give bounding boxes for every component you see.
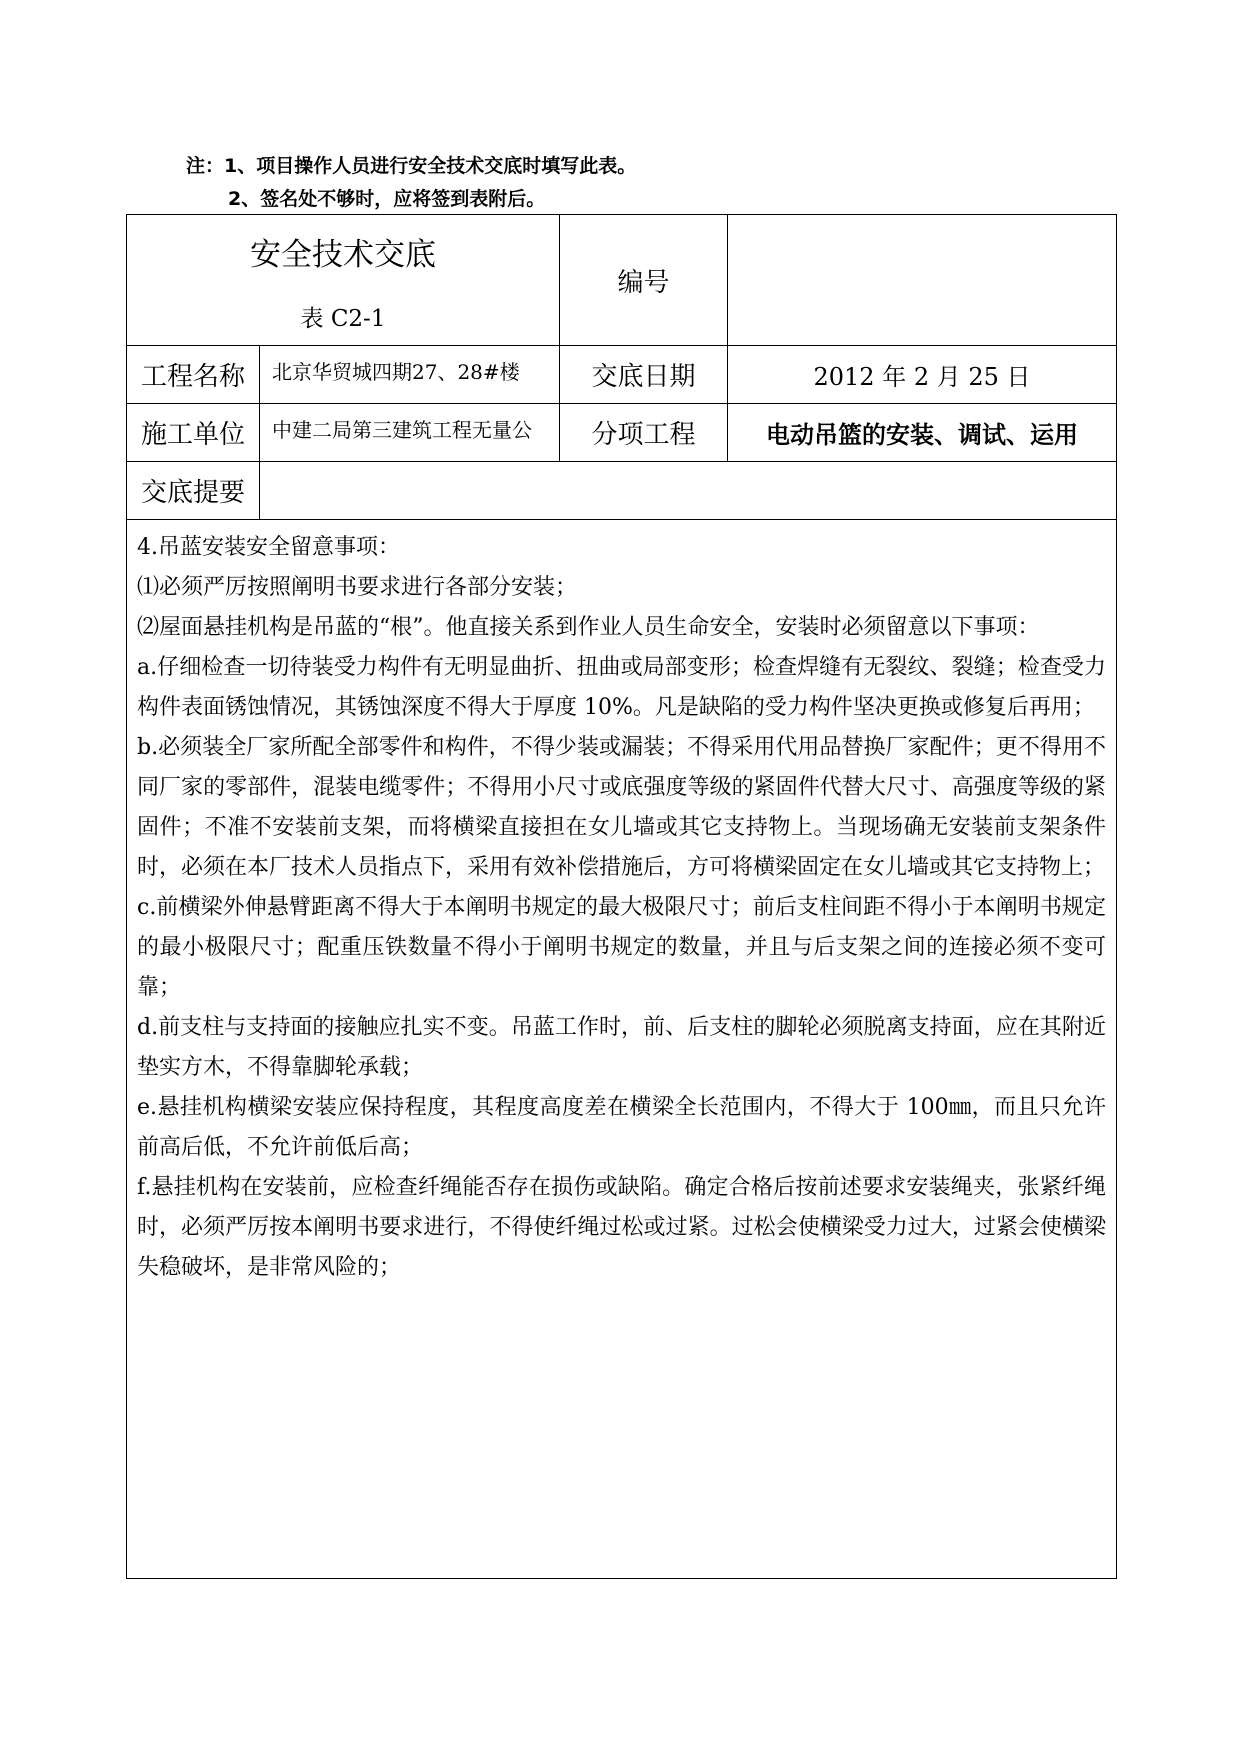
form-number: 表 C2-1 — [300, 306, 386, 332]
date-label: 交底日期 — [560, 346, 728, 404]
briefing-content — [127, 520, 1117, 1579]
unit-value: 中建二局第三建筑工程无量公 — [260, 404, 560, 462]
project-name-label: 工程名称 — [127, 346, 260, 404]
content-paragraph: 4.吊蓝安装安全留意事项： — [137, 535, 400, 560]
form-title: 安全技术交底 — [250, 237, 436, 273]
summary-label: 交底提要 — [127, 462, 260, 520]
content-paragraph: ⑴必须严厉按照阐明书要求进行各部分安装； — [137, 575, 578, 600]
safety-briefing-form — [126, 214, 1117, 1579]
summary-value — [260, 462, 1117, 520]
form-header — [127, 215, 560, 346]
number-value — [728, 215, 1117, 346]
content-paragraph: ⑵屋面悬挂机构是吊蓝的“根”。他直接关系到作业人员生命安全，安装时必须留意以下事项： — [137, 615, 1040, 640]
date-value: 2012 年 2 月 25 日 — [728, 346, 1117, 404]
unit-label: 施工单位 — [127, 404, 260, 462]
subproject-label: 分项工程 — [560, 404, 728, 462]
content-paragraph: b.必须装全厂家所配全部零件和构件，不得少装或漏装；不得采用代用品替换厂家配件；更不得用不同厂家的零部件，混装电缆零件；不得用小尺寸或底强度等级的紧固件代替大尺寸、高强度等级的紧固件；不准不安装前支架，而将横梁直接担在女儿墙或其它支持物上。当现场确无安装前支架条件时，必须在本厂技术人员指点下，采用有效补偿措施后，方可将横梁固定在女儿墙或其它支持物上； — [137, 735, 1106, 880]
content-paragraph: d.前支柱与支持面的接触应扎实不变。吊蓝工作时，前、后支柱的脚轮必须脱离支持面，应在其附近垫实方木，不得靠脚轮承载； — [137, 1015, 1106, 1080]
subproject-value: 电动吊篮的安装、调试、运用 — [728, 404, 1117, 462]
number-label: 编号 — [560, 215, 728, 346]
note-line-1: 注：1、项目操作人员进行安全技术交底时填写此表。 — [186, 155, 637, 177]
content-paragraph: f.悬挂机构在安装前，应检查纤绳能否存在损伤或缺陷。确定合格后按前述要求安装绳夹，张紧纤绳时，必须严厉按本阐明书要求进行，不得使纤绳过松或过紧。过松会使横梁受力过大，过紧会使横梁失稳破坏，是非常风险的； — [137, 1175, 1106, 1280]
project-name-value: 北京华贸城四期27、28#楼 — [260, 346, 560, 404]
notes — [186, 150, 636, 216]
content-paragraph: a.仔细检查一切待装受力构件有无明显曲折、扭曲或局部变形；检查焊缝有无裂纹、裂缝；检查受力构件表面锈蚀情况，其锈蚀深度不得大于厚度 10%。凡是缺陷的受力构件坚决更换或修复后再用； — [137, 655, 1106, 720]
content-paragraph: e.悬挂机构横梁安装应保持程度，其程度高度差在横梁全长范围内，不得大于 100㎜，而且只允许前高后低，不允许前低后高； — [137, 1095, 1106, 1160]
content-paragraph: c.前横梁外伸悬臂距离不得大于本阐明书规定的最大极限尺寸；前后支柱间距不得小于本阐明书规定的最小极限尺寸；配重压铁数量不得小于阐明书规定的数量，并且与后支架之间的连接必须不变可靠； — [137, 895, 1106, 1000]
note-line-2: 2、签名处不够时，应将签到表附后。 — [228, 188, 546, 210]
